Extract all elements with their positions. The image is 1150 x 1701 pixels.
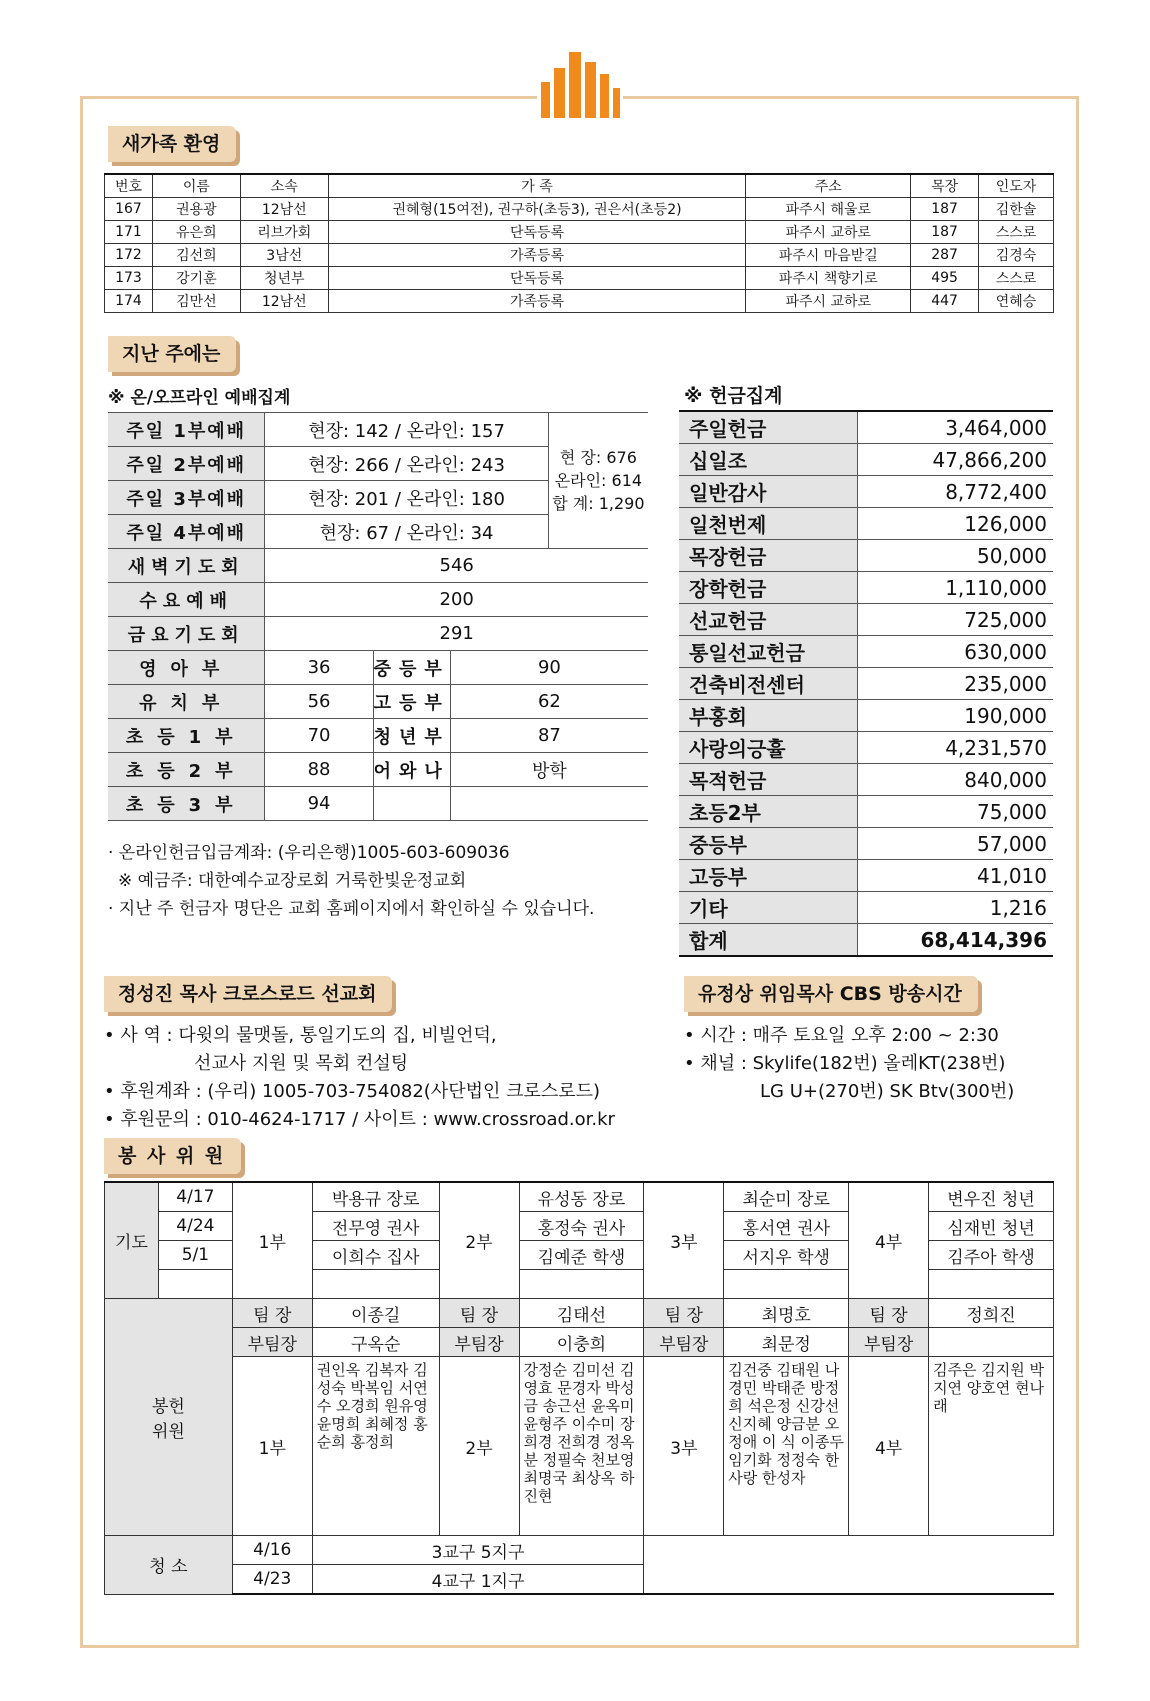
- offering-row: [679, 732, 1053, 764]
- department-label: 초등3부: [108, 787, 265, 821]
- attendance-row: [108, 685, 648, 719]
- offering-value: 1,216: [858, 892, 1054, 924]
- offering-row: [679, 476, 1053, 508]
- cleaning-group: 4교구 1지구: [312, 1565, 644, 1595]
- offering-value: 235,000: [858, 668, 1054, 700]
- offering-row: [679, 828, 1053, 860]
- offering-value: 190,000: [858, 700, 1054, 732]
- meeting-value: 200: [265, 583, 648, 617]
- service-label: 4부: [849, 1182, 929, 1299]
- table-cell: 파주시 교하로: [746, 221, 911, 244]
- table-cell: 가족등록: [328, 290, 746, 313]
- table-cell: 파주시 해울로: [746, 198, 911, 221]
- table-row: [105, 1182, 1054, 1212]
- offering-value: 8,772,400: [858, 476, 1054, 508]
- service-value: 현장: 201 / 온라인: 180: [265, 481, 548, 515]
- note-holder: ※ 예금주: 대한예수교장로회 거룩한빛운정교회: [118, 871, 467, 891]
- table-row: [105, 244, 1054, 267]
- offering-row: [679, 411, 1053, 444]
- offering-names: 김주은 김지원 박지연 양호연 현나래: [929, 1357, 1054, 1536]
- offering-label: 십일조: [679, 444, 858, 476]
- summary-line: 온라인: 614: [554, 471, 643, 490]
- mission-line-4: • 후원문의 : 010-4624-1717 / 사이트 : www.crossroad.or.kr: [104, 1109, 615, 1130]
- offering-label: 장학헌금: [679, 572, 858, 604]
- offering-value: 75,000: [858, 796, 1054, 828]
- offering-row: [679, 508, 1053, 540]
- column-header: 목장: [911, 174, 979, 198]
- table-cell: 단독등록: [328, 221, 746, 244]
- table-cell: 연혜승: [979, 290, 1054, 313]
- offering-row: [679, 604, 1053, 636]
- table-cell: 173: [105, 267, 153, 290]
- offering-label: 고등부: [679, 860, 858, 892]
- service-value: 현장: 266 / 온라인: 243: [265, 447, 548, 481]
- table-cell: 권용광: [152, 198, 240, 221]
- offering-value: 1,110,000: [858, 572, 1054, 604]
- offering-row: [679, 764, 1053, 796]
- team-leader-name: 최명호: [724, 1299, 849, 1328]
- offering-row: [679, 796, 1053, 828]
- column-header: 가 족: [328, 174, 746, 198]
- service-label: 주일 3부예배: [108, 481, 265, 515]
- prayer-person: [519, 1270, 644, 1299]
- offering-value: 47,866,200: [858, 444, 1054, 476]
- offering-value: 3,464,000: [858, 411, 1054, 444]
- offering-label: 선교헌금: [679, 604, 858, 636]
- broadcast-channel-2: LG U+(270번) SK Btv(300번): [760, 1081, 1015, 1102]
- department-value: 88: [265, 753, 373, 787]
- service-label: 주일 2부예배: [108, 447, 265, 481]
- note-homepage: · 지난 주 헌금자 명단은 교회 홈페이지에서 확인하실 수 있습니다.: [108, 899, 595, 919]
- table-cell: 단독등록: [328, 267, 746, 290]
- empty-cell: [644, 1565, 1054, 1595]
- table-cell: 12남선: [240, 198, 328, 221]
- volunteers-heading: 봉 사 위 원: [104, 1138, 241, 1174]
- service-label: 2부: [439, 1357, 519, 1536]
- prayer-date: 5/1: [158, 1241, 232, 1270]
- service-label: 주일 4부예배: [108, 515, 265, 549]
- last-week-heading: 지난 주에는: [108, 336, 236, 372]
- table-cell: 12남선: [240, 290, 328, 313]
- department-label: 유치부: [108, 685, 265, 719]
- department-value: 90: [450, 651, 648, 685]
- volunteers-table: [104, 1181, 1054, 1595]
- prayer-person: 이희수 집사: [312, 1241, 439, 1270]
- attendance-row: [108, 549, 648, 583]
- attendance-summary: [548, 413, 648, 549]
- sub-leader-label: 부팀장: [232, 1328, 312, 1357]
- service-label: 3부: [644, 1182, 724, 1299]
- column-header: 번호: [105, 174, 153, 198]
- broadcast-heading: 유정상 위임목사 CBS 방송시간: [684, 976, 978, 1012]
- department-label: 초등2부: [108, 753, 265, 787]
- department-value: 87: [450, 719, 648, 753]
- offering-row: [679, 700, 1053, 732]
- team-leader-label: 팀 장: [849, 1299, 929, 1328]
- service-value: 현장: 142 / 온라인: 157: [265, 413, 548, 447]
- prayer-person: 최순미 장로: [724, 1182, 849, 1212]
- table-cell: 187: [911, 198, 979, 221]
- offering-value: 725,000: [858, 604, 1054, 636]
- table-cell: 가족등록: [328, 244, 746, 267]
- prayer-date: 4/17: [158, 1182, 232, 1212]
- offering-table: [679, 410, 1053, 957]
- department-label: 고등부: [373, 685, 450, 719]
- attendance-table: [108, 412, 648, 821]
- offering-row: [679, 860, 1053, 892]
- table-cell: 김선희: [152, 244, 240, 267]
- column-header: 인도자: [979, 174, 1054, 198]
- attendance-row: [108, 617, 648, 651]
- prayer-person: [929, 1270, 1054, 1299]
- table-cell: 청년부: [240, 267, 328, 290]
- department-label: 영아부: [108, 651, 265, 685]
- new-family-heading: 새가족 환영: [108, 126, 236, 162]
- attendance-row: [108, 753, 648, 787]
- church-logo-icon: [537, 46, 623, 122]
- cleaning-date: 4/23: [232, 1565, 312, 1595]
- cleaning-group: 3교구 5지구: [312, 1536, 644, 1565]
- attendance-row: [108, 719, 648, 753]
- prayer-person: 김예준 학생: [519, 1241, 644, 1270]
- service-label: 2부: [439, 1182, 519, 1299]
- offering-value: 840,000: [858, 764, 1054, 796]
- department-value: 36: [265, 651, 373, 685]
- prayer-person: 심재빈 청년: [929, 1212, 1054, 1241]
- offering-row: [679, 636, 1053, 668]
- sub-leader-name: 최문정: [724, 1328, 849, 1357]
- prayer-person: 변우진 청년: [929, 1182, 1054, 1212]
- meeting-label: 금요기도회: [108, 617, 265, 651]
- sub-leader-label: 부팀장: [439, 1328, 519, 1357]
- offering-value: 630,000: [858, 636, 1054, 668]
- offering-label: 목장헌금: [679, 540, 858, 572]
- table-cell: 강기훈: [152, 267, 240, 290]
- table-cell: 파주시 교하로: [746, 290, 911, 313]
- offering-label: 일천번제: [679, 508, 858, 540]
- mission-line-3: • 후원계좌 : (우리) 1005-703-754082(사단법인 크로스로드): [104, 1081, 601, 1102]
- mission-line-2: 선교사 지원 및 목회 컨설팅: [194, 1053, 409, 1074]
- offering-label: 초등2부: [679, 796, 858, 828]
- offering-value: 50,000: [858, 540, 1054, 572]
- broadcast-channel-1: • 채널 : Skylife(182번) 올레KT(238번): [684, 1053, 1006, 1074]
- attendance-row: [108, 787, 648, 821]
- table-cell: 스스로: [979, 221, 1054, 244]
- offering-names: 김건중 김태원 나경민 박태준 방정희 석은정 신강선 신지혜 양금분 오정애 이 식 이종두 임기화 정정숙 한사랑 한성자: [724, 1357, 849, 1536]
- broadcast-time: • 시간 : 매주 토요일 오후 2:00 ~ 2:30: [684, 1025, 999, 1046]
- table-cell: 187: [911, 221, 979, 244]
- offering-value: 57,000: [858, 828, 1054, 860]
- meeting-value: 546: [265, 549, 648, 583]
- column-header: 소속: [240, 174, 328, 198]
- sub-leader-label: 부팀장: [849, 1328, 929, 1357]
- offering-label: 목적헌금: [679, 764, 858, 796]
- table-cell: 3남선: [240, 244, 328, 267]
- service-label: 주일 1부예배: [108, 413, 265, 447]
- department-label: 청년부: [373, 719, 450, 753]
- sub-leader-name: [929, 1328, 1054, 1357]
- table-cell: 174: [105, 290, 153, 313]
- offering-value: 68,414,396: [858, 924, 1054, 957]
- offering-label: 통일선교헌금: [679, 636, 858, 668]
- offering-row: [679, 924, 1053, 957]
- meeting-label: 수요예배: [108, 583, 265, 617]
- prayer-person: [724, 1270, 849, 1299]
- table-row: [105, 1299, 1054, 1328]
- prayer-date: 4/24: [158, 1212, 232, 1241]
- department-value: 94: [265, 787, 373, 821]
- mission-line-1: • 사 역 : 다윗의 물맷돌, 통일기도의 집, 비빌언덕,: [104, 1025, 497, 1046]
- offering-row: [679, 444, 1053, 476]
- table-row: [105, 267, 1054, 290]
- table-cell: 447: [911, 290, 979, 313]
- department-value: 56: [265, 685, 373, 719]
- cleaning-date: 4/16: [232, 1536, 312, 1565]
- department-label: [373, 787, 450, 821]
- department-label: 어와나: [373, 753, 450, 787]
- table-row: [105, 1328, 1054, 1357]
- team-leader-name: 이종길: [312, 1299, 439, 1328]
- department-value: 70: [265, 719, 373, 753]
- offering-title: ※ 헌금집계: [684, 385, 783, 407]
- table-row: [105, 221, 1054, 244]
- service-label: 1부: [232, 1182, 312, 1299]
- meeting-label: 새벽기도회: [108, 549, 265, 583]
- offering-value: 41,010: [858, 860, 1054, 892]
- sub-leader-name: 이충희: [519, 1328, 644, 1357]
- offering-label: 부홍회: [679, 700, 858, 732]
- attendance-row: [108, 413, 648, 447]
- team-leader-label: 팀 장: [439, 1299, 519, 1328]
- attendance-row: [108, 651, 648, 685]
- offering-names: 강정순 김미선 김영효 문경자 박성금 송근선 윤옥미 윤형주 이수미 장희경 전희경 정옥분 정필숙 천보영 최명국 최상옥 하진현: [519, 1357, 644, 1536]
- offering-value: 4,231,570: [858, 732, 1054, 764]
- prayer-person: 서지우 학생: [724, 1241, 849, 1270]
- offering-row: [679, 668, 1053, 700]
- cleaning-label: 청 소: [105, 1536, 233, 1595]
- table-cell: 김만선: [152, 290, 240, 313]
- offering-row: [679, 572, 1053, 604]
- offering-label: 사랑의긍휼: [679, 732, 858, 764]
- department-value: 방학: [450, 753, 648, 787]
- prayer-person: 전무영 권사: [312, 1212, 439, 1241]
- department-value: [450, 787, 648, 821]
- summary-line: 현 장: 676: [559, 448, 637, 467]
- table-cell: 유은희: [152, 221, 240, 244]
- offering-label: 주일헌금: [679, 411, 858, 444]
- table-cell: 김한솔: [979, 198, 1054, 221]
- offering-value: 126,000: [858, 508, 1054, 540]
- table-row: [105, 198, 1054, 221]
- offering-label: 합계: [679, 924, 858, 957]
- table-cell: 172: [105, 244, 153, 267]
- table-row: [105, 290, 1054, 313]
- prayer-person: 유성동 장로: [519, 1182, 644, 1212]
- table-row: [105, 1536, 1054, 1565]
- attendance-row: [108, 583, 648, 617]
- service-value: 현장: 67 / 온라인: 34: [265, 515, 548, 549]
- service-label: 1부: [232, 1357, 312, 1536]
- prayer-person: 홍정숙 권사: [519, 1212, 644, 1241]
- prayer-person: 홍서연 권사: [724, 1212, 849, 1241]
- offering-label: 건축비전센터: [679, 668, 858, 700]
- table-cell: 167: [105, 198, 153, 221]
- empty-cell: [644, 1536, 1054, 1565]
- service-label: 4부: [849, 1357, 929, 1536]
- team-leader-name: 정희진: [929, 1299, 1054, 1328]
- offering-row: [679, 892, 1053, 924]
- offering-row: [679, 540, 1053, 572]
- department-label: 초등1부: [108, 719, 265, 753]
- column-header: 이름: [152, 174, 240, 198]
- sub-leader-label: 부팀장: [644, 1328, 724, 1357]
- team-leader-label: 팀 장: [232, 1299, 312, 1328]
- offering-label: 기타: [679, 892, 858, 924]
- table-cell: 171: [105, 221, 153, 244]
- meeting-value: 291: [265, 617, 648, 651]
- table-cell: 파주시 마음받길: [746, 244, 911, 267]
- team-leader-label: 팀 장: [644, 1299, 724, 1328]
- offering-label: 중등부: [679, 828, 858, 860]
- prayer-person: 김주아 학생: [929, 1241, 1054, 1270]
- offering-names: 권인옥 김복자 김성숙 박복임 서연수 오경희 원유영 윤명희 최혜정 홍순희 홍정희: [312, 1357, 439, 1536]
- service-label: 3부: [644, 1357, 724, 1536]
- prayer-person: [312, 1270, 439, 1299]
- summary-line: 합 계: 1,290: [552, 494, 645, 513]
- department-value: 62: [450, 685, 648, 719]
- department-label: 중등부: [373, 651, 450, 685]
- team-leader-name: 김태선: [519, 1299, 644, 1328]
- attendance-title: ※ 온/오프라인 예배집계: [108, 388, 291, 408]
- prayer-label: 기도: [105, 1182, 159, 1299]
- note-account: · 온라인헌금입금계좌: (우리은행)1005-603-609036: [108, 843, 510, 863]
- table-cell: 495: [911, 267, 979, 290]
- table-row: [105, 1565, 1054, 1595]
- table-cell: 스스로: [979, 267, 1054, 290]
- new-family-table: [104, 173, 1054, 313]
- table-cell: 리브가회: [240, 221, 328, 244]
- sub-leader-name: 구옥순: [312, 1328, 439, 1357]
- table-cell: 287: [911, 244, 979, 267]
- mission-heading: 정성진 목사 크로스로드 선교회: [104, 976, 392, 1012]
- offering-label: 일반감사: [679, 476, 858, 508]
- table-cell: 김경숙: [979, 244, 1054, 267]
- table-cell: 파주시 책향기로: [746, 267, 911, 290]
- offering-committee-label: 봉헌 위원: [105, 1299, 233, 1536]
- column-header: 주소: [746, 174, 911, 198]
- prayer-date: [158, 1270, 232, 1299]
- prayer-person: 박용규 장로: [312, 1182, 439, 1212]
- table-row: [105, 1357, 1054, 1536]
- table-cell: 권혜형(15여전), 권구하(초등3), 권은서(초등2): [328, 198, 746, 221]
